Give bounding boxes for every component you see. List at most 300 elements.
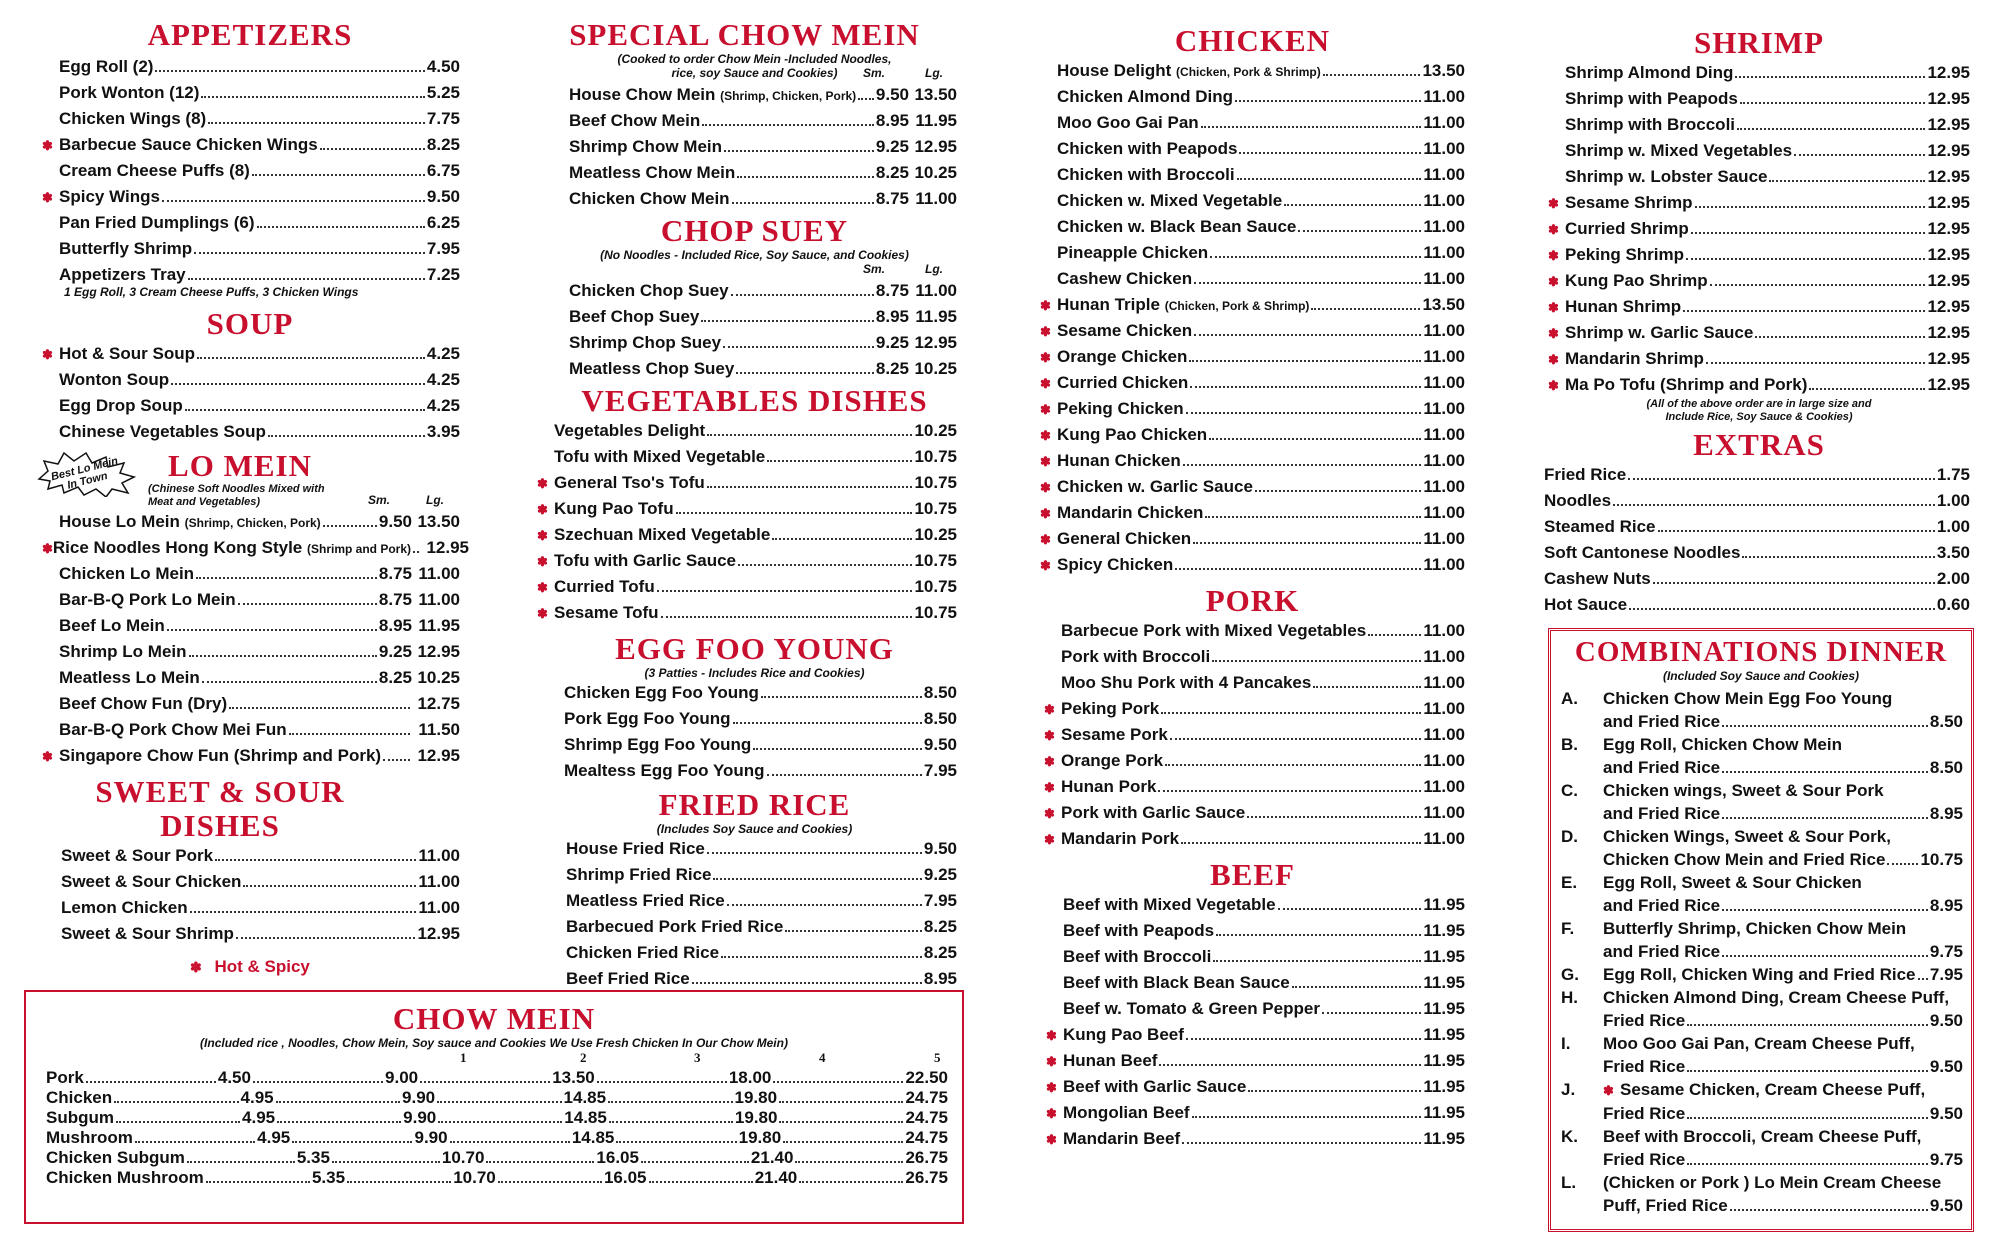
dot-leader bbox=[1213, 960, 1421, 962]
dot-leader bbox=[702, 124, 874, 126]
shrimp-note-2: Include Rice, Soy Sauce & Cookies) bbox=[1665, 411, 1853, 423]
item-price: 11.00 bbox=[1423, 165, 1465, 184]
menu-item bbox=[1548, 164, 1970, 190]
menu-item bbox=[552, 134, 957, 160]
combo-price: 9.75 bbox=[1929, 1150, 1963, 1169]
pepper-icon: ✽ bbox=[42, 749, 53, 764]
menu-item bbox=[552, 160, 957, 186]
item-price: 4.25 bbox=[426, 396, 460, 415]
item-name-text: House Lo Mein bbox=[59, 512, 180, 531]
dot-leader bbox=[1239, 152, 1421, 154]
menu-item bbox=[1040, 58, 1465, 84]
item-name-text: Spicy Wings bbox=[59, 187, 160, 206]
item-price: 11.00 bbox=[1423, 399, 1465, 418]
combo-line-1-text: Sesame Chicken, Cream Cheese Puff, bbox=[1620, 1080, 1926, 1099]
item-name bbox=[1565, 112, 1735, 138]
item-name-text: Barbecue Sauce Chicken Wings bbox=[59, 135, 318, 154]
pepper-icon: ✽ bbox=[1548, 248, 1559, 263]
col-3: 3 bbox=[694, 1050, 701, 1065]
pepper-icon: ✽ bbox=[42, 541, 53, 556]
item-name bbox=[566, 940, 719, 966]
combo-text bbox=[1603, 917, 1963, 963]
table-cell: 10.70 bbox=[441, 1148, 485, 1167]
item-name bbox=[1061, 774, 1156, 800]
item-price: 11.95 bbox=[1423, 921, 1465, 940]
item-name-text: Sweet & Sour Pork bbox=[61, 846, 214, 865]
price-small: 8.75 bbox=[378, 564, 412, 583]
dot-leader bbox=[1918, 978, 1928, 980]
pepper-icon: ✽ bbox=[1548, 222, 1559, 237]
dot-leader bbox=[1710, 284, 1926, 286]
item-name bbox=[554, 418, 705, 444]
dot-leader bbox=[1210, 256, 1421, 258]
menu-item bbox=[1548, 294, 1970, 320]
dot-leader bbox=[1212, 660, 1421, 662]
item-price: 12.95 bbox=[1927, 63, 1970, 82]
item-name bbox=[1063, 918, 1214, 944]
dot-leader bbox=[1190, 386, 1421, 388]
item-name bbox=[59, 54, 153, 80]
chow-mein-table-box bbox=[24, 990, 964, 1224]
sweet-sour-list bbox=[40, 843, 460, 947]
combo-letter: E. bbox=[1561, 873, 1578, 892]
appetizers-list bbox=[40, 54, 460, 288]
dot-leader bbox=[707, 434, 912, 436]
pepper-icon: ✽ bbox=[537, 606, 548, 621]
item-price: 11.00 bbox=[1423, 269, 1465, 288]
item-name-text: Appetizers Tray bbox=[59, 265, 186, 284]
dot-leader bbox=[420, 1081, 550, 1083]
dot-leader bbox=[1278, 908, 1422, 910]
item-name bbox=[59, 639, 187, 665]
item-name-text: Singapore Chow Fun (Shrimp and Pork) bbox=[59, 746, 382, 765]
dot-leader bbox=[243, 885, 416, 887]
dot-leader bbox=[276, 1101, 400, 1103]
item-price: 10.75 bbox=[914, 499, 957, 518]
menu-item bbox=[42, 210, 460, 236]
table-cell: 9.90 bbox=[403, 1108, 437, 1127]
table-cell: 16.05 bbox=[596, 1148, 639, 1167]
item-price: 12.95 bbox=[1927, 141, 1970, 160]
price-small: 8.95 bbox=[378, 616, 412, 635]
hot-spicy-legend bbox=[40, 957, 460, 977]
item-name bbox=[53, 535, 411, 562]
dot-leader bbox=[1691, 232, 1926, 234]
item-name bbox=[554, 470, 705, 496]
item-name-text: Shrimp w. Garlic Sauce bbox=[1565, 323, 1754, 342]
menu-item bbox=[1040, 318, 1465, 344]
combo-line-2-text: Fried Rice bbox=[1603, 1104, 1686, 1123]
price-small: 8.95 bbox=[875, 307, 909, 326]
item-price: 11.00 bbox=[1423, 373, 1465, 392]
menu-item bbox=[1046, 1022, 1465, 1048]
dot-leader bbox=[1311, 308, 1420, 310]
dot-leader bbox=[1628, 478, 1935, 480]
dot-leader bbox=[116, 1121, 240, 1123]
dot-leader bbox=[202, 681, 377, 683]
pepper-icon: ✽ bbox=[1044, 728, 1055, 743]
item-name-text: Rice Noodles Hong Kong Style bbox=[52, 538, 303, 557]
item-name bbox=[1057, 448, 1181, 474]
menu-item bbox=[42, 184, 460, 210]
item-price: 4.25 bbox=[426, 344, 460, 363]
item-name-text: Mandarin Pork bbox=[1061, 829, 1180, 848]
item-name-text: Chicken w. Garlic Sauce bbox=[1057, 477, 1253, 496]
item-price: 7.75 bbox=[426, 109, 460, 128]
combo-text bbox=[1603, 986, 1963, 1032]
menu-item bbox=[566, 966, 957, 992]
combo-item bbox=[1551, 733, 1963, 779]
chop-suey-list bbox=[552, 278, 957, 382]
pepper-icon: ✽ bbox=[537, 528, 548, 543]
menu-item bbox=[1040, 370, 1465, 396]
egg-foo-young-note: (3 Patties - Includes Rice and Cookies) bbox=[644, 666, 865, 680]
item-name-text: Hunan Beef bbox=[1063, 1051, 1158, 1070]
combo-item bbox=[1551, 779, 1963, 825]
combo-line-1-text: Egg Roll, Chicken Wing and Fried Rice bbox=[1603, 965, 1916, 984]
pepper-icon: ✽ bbox=[1040, 402, 1051, 417]
combinations-box bbox=[1548, 628, 1974, 1232]
dot-leader bbox=[498, 1181, 602, 1183]
combo-line-1-text: Butterfly Shrimp, Chicken Chow Mein bbox=[1603, 919, 1907, 938]
pepper-icon: ✽ bbox=[1603, 1083, 1614, 1098]
item-price: 11.00 bbox=[418, 898, 460, 917]
combo-item bbox=[1551, 1078, 1963, 1125]
menu-item bbox=[42, 639, 460, 665]
pepper-icon: ✽ bbox=[537, 580, 548, 595]
item-name-text: Cream Cheese Puffs (8) bbox=[59, 161, 250, 180]
combo-line-1 bbox=[1603, 825, 1963, 848]
item-name bbox=[59, 236, 192, 262]
dot-leader bbox=[753, 748, 922, 750]
item-name-text: Pork Egg Foo Young bbox=[564, 709, 731, 728]
dot-leader bbox=[1194, 334, 1421, 336]
combo-line-1 bbox=[1603, 1125, 1963, 1148]
dot-leader bbox=[773, 1081, 903, 1083]
row-name: Chicken Mushroom bbox=[46, 1168, 204, 1187]
item-name-text: Sesame Shrimp bbox=[1565, 193, 1693, 212]
menu-item bbox=[1046, 1126, 1465, 1152]
pepper-icon: ✽ bbox=[1040, 298, 1051, 313]
table-cell: 26.75 bbox=[905, 1148, 948, 1167]
dot-leader bbox=[1189, 360, 1421, 362]
menu-item bbox=[1040, 526, 1465, 552]
menu-item bbox=[566, 914, 957, 940]
dot-leader bbox=[1706, 362, 1926, 364]
pepper-icon: ✽ bbox=[1040, 324, 1051, 339]
item-price: 11.95 bbox=[1423, 1103, 1465, 1122]
dot-leader bbox=[609, 1121, 733, 1123]
dot-leader bbox=[1687, 1024, 1928, 1026]
combo-price: 8.95 bbox=[1929, 804, 1963, 823]
menu-item bbox=[1040, 214, 1465, 240]
dot-leader bbox=[1722, 725, 1928, 727]
dot-leader bbox=[767, 460, 912, 462]
dot-leader bbox=[1237, 178, 1422, 180]
dot-leader bbox=[707, 852, 922, 854]
shrimp-title: SHRIMP bbox=[1694, 25, 1824, 60]
pepper-icon: ✽ bbox=[1046, 1106, 1057, 1121]
item-name-text: Barbecue Pork with Mixed Vegetables bbox=[1061, 621, 1367, 640]
item-name bbox=[1544, 514, 1656, 540]
combo-item bbox=[1551, 963, 1963, 986]
dot-leader bbox=[236, 937, 416, 939]
item-name bbox=[569, 330, 721, 356]
combo-price: 9.50 bbox=[1929, 1196, 1963, 1215]
dot-leader bbox=[772, 538, 912, 540]
dot-leader bbox=[347, 1181, 451, 1183]
table-cell: 21.40 bbox=[754, 1168, 798, 1187]
menu-item bbox=[44, 895, 460, 921]
pepper-icon: ✽ bbox=[1044, 702, 1055, 717]
dot-leader bbox=[185, 409, 425, 411]
combo-line-2-text: and Fried Rice bbox=[1603, 804, 1721, 823]
dot-leader bbox=[206, 1181, 310, 1183]
menu-item bbox=[44, 843, 460, 869]
item-name bbox=[554, 522, 770, 548]
best-lo-mein-badge bbox=[36, 451, 136, 497]
menu-item bbox=[537, 418, 957, 444]
price-large: 11.95 bbox=[915, 307, 957, 326]
item-name-text: Chicken with Peapods bbox=[1057, 139, 1238, 158]
pepper-icon: ✽ bbox=[1046, 1054, 1057, 1069]
combo-line-2-text: Fried Rice bbox=[1603, 1011, 1686, 1030]
table-cell: 13.50 bbox=[552, 1068, 595, 1087]
item-name bbox=[1057, 84, 1233, 110]
dot-leader bbox=[676, 512, 913, 514]
item-name-text: Shrimp with Peapods bbox=[1565, 89, 1738, 108]
item-detail: (Shrimp and Pork) bbox=[307, 542, 412, 556]
combo-price: 10.75 bbox=[1920, 850, 1963, 869]
table-row bbox=[46, 1128, 948, 1148]
item-name bbox=[61, 921, 234, 947]
dot-leader bbox=[727, 904, 922, 906]
combo-item bbox=[1551, 917, 1963, 963]
dot-leader bbox=[858, 98, 874, 100]
combo-item bbox=[1551, 687, 1963, 733]
combo-item bbox=[1551, 986, 1963, 1032]
dot-leader bbox=[1192, 1116, 1422, 1118]
menu-item bbox=[42, 613, 460, 639]
dot-leader bbox=[86, 1081, 216, 1083]
menu-item bbox=[1548, 112, 1970, 138]
dot-leader bbox=[1887, 863, 1918, 865]
menu-item bbox=[1040, 500, 1465, 526]
item-price: 7.95 bbox=[923, 761, 957, 780]
menu-item bbox=[42, 106, 460, 132]
menu-item bbox=[42, 717, 460, 743]
combo-line-2 bbox=[1603, 940, 1963, 963]
menu-item bbox=[1044, 696, 1465, 722]
item-name-text: Beef with Peapods bbox=[1063, 921, 1215, 940]
extras-title: EXTRAS bbox=[1693, 427, 1825, 462]
dot-leader bbox=[167, 629, 377, 631]
shrimp-list bbox=[1548, 60, 1970, 398]
item-price: 11.00 bbox=[1423, 621, 1465, 640]
dot-leader bbox=[1722, 909, 1928, 911]
item-name bbox=[1057, 422, 1207, 448]
item-name bbox=[59, 665, 200, 691]
price-large: 12.95 bbox=[426, 538, 470, 557]
combo-line-1 bbox=[1603, 1032, 1963, 1055]
dot-leader bbox=[1183, 464, 1422, 466]
special-chow-mein-title: SPECIAL CHOW MEIN bbox=[569, 17, 920, 52]
combinations-list bbox=[1551, 687, 1971, 1217]
menu-item bbox=[1040, 188, 1465, 214]
item-name-text: Steamed Rice bbox=[1544, 517, 1656, 536]
item-price: 11.95 bbox=[1423, 1129, 1465, 1148]
table-cell: 4.95 bbox=[257, 1128, 291, 1147]
item-name-text: Pork with Garlic Sauce bbox=[1061, 803, 1246, 822]
table-row bbox=[46, 1068, 948, 1088]
dot-leader bbox=[1737, 128, 1925, 130]
item-price: 8.25 bbox=[426, 135, 460, 154]
menu-item bbox=[537, 548, 957, 574]
menu-item bbox=[1544, 514, 1970, 540]
combo-line-2 bbox=[1603, 1102, 1963, 1125]
dot-leader bbox=[194, 252, 425, 254]
menu-item bbox=[1548, 320, 1970, 346]
item-name-text: Chicken Almond Ding bbox=[1057, 87, 1233, 106]
item-price: 7.25 bbox=[426, 265, 460, 284]
combo-line-1 bbox=[1603, 871, 1963, 894]
item-name-text: Sweet & Sour Shrimp bbox=[61, 924, 234, 943]
menu-item bbox=[564, 758, 957, 784]
menu-item bbox=[1040, 396, 1465, 422]
dot-leader bbox=[649, 1181, 753, 1183]
menu-item bbox=[1548, 86, 1970, 112]
price-large: 10.25 bbox=[914, 163, 957, 182]
menu-item bbox=[1046, 892, 1465, 918]
dot-leader bbox=[208, 122, 425, 124]
item-price: 11.00 bbox=[1423, 699, 1465, 718]
item-name bbox=[1061, 800, 1245, 826]
size-lg-label: Lg. bbox=[925, 262, 943, 276]
price-small: 8.25 bbox=[875, 359, 909, 378]
dot-leader bbox=[1175, 568, 1421, 570]
dot-leader bbox=[799, 1181, 903, 1183]
dot-leader bbox=[437, 1101, 561, 1103]
table-cell: 14.85 bbox=[571, 1128, 615, 1147]
item-name-text: Sweet & Sour Chicken bbox=[61, 872, 242, 891]
combo-line-1 bbox=[1603, 1078, 1963, 1102]
combinations-note: (Included Soy Sauce and Cookies) bbox=[1662, 669, 1860, 683]
price-small: 9.50 bbox=[875, 85, 909, 104]
dot-leader bbox=[783, 1141, 903, 1143]
item-price: 8.25 bbox=[923, 917, 957, 936]
lo-mein-size-lg: Lg. bbox=[426, 493, 444, 507]
menu-item bbox=[1544, 462, 1970, 488]
item-name-text: Mealtess Egg Foo Young bbox=[564, 761, 765, 780]
dot-leader bbox=[785, 930, 922, 932]
item-name-text: Mandarin Chicken bbox=[1057, 503, 1204, 522]
dot-leader bbox=[1722, 955, 1928, 957]
combo-line-1 bbox=[1603, 917, 1963, 940]
table-cell: 9.90 bbox=[414, 1128, 448, 1147]
item-name bbox=[1565, 164, 1767, 190]
combo-letter: K. bbox=[1561, 1127, 1578, 1146]
menu-item bbox=[1040, 292, 1465, 318]
item-name-text: Shrimp w. Lobster Sauce bbox=[1565, 167, 1768, 186]
item-name-text: Chicken Egg Foo Young bbox=[564, 683, 759, 702]
item-name bbox=[1057, 500, 1203, 526]
pork-title: PORK bbox=[1205, 583, 1300, 618]
combo-letter: D. bbox=[1561, 827, 1578, 846]
dot-leader bbox=[1165, 764, 1421, 766]
item-name-text: Bar-B-Q Pork Chow Mei Fun bbox=[59, 720, 287, 739]
dot-leader bbox=[1216, 934, 1421, 936]
dot-leader bbox=[438, 1121, 562, 1123]
pepper-icon: ✽ bbox=[537, 502, 548, 517]
item-price: 11.00 bbox=[1423, 321, 1465, 340]
price-small: 8.75 bbox=[875, 281, 909, 300]
item-name-text: General Tso's Tofu bbox=[554, 473, 705, 492]
pepper-icon: ✽ bbox=[42, 347, 53, 362]
dot-leader bbox=[1653, 582, 1935, 584]
item-price: 11.00 bbox=[1423, 113, 1465, 132]
item-name bbox=[1057, 344, 1187, 370]
dot-leader bbox=[732, 202, 874, 204]
item-price: 11.00 bbox=[1423, 529, 1465, 548]
price-small: 8.25 bbox=[875, 163, 909, 182]
item-name-text: Shrimp Fried Rice bbox=[566, 865, 712, 884]
dot-leader bbox=[733, 722, 922, 724]
item-name-text: Beef with Broccoli bbox=[1063, 947, 1212, 966]
item-name-text: Peking Chicken bbox=[1057, 399, 1184, 418]
column-1 bbox=[40, 17, 470, 977]
menu-item bbox=[1046, 996, 1465, 1022]
dot-leader bbox=[1730, 1209, 1928, 1211]
item-price: 3.95 bbox=[426, 422, 460, 441]
item-name bbox=[61, 869, 241, 895]
special-chow-mein-note-2: rice, soy Sauce and Cookies) bbox=[671, 66, 838, 80]
menu-item bbox=[566, 888, 957, 914]
item-price: 11.00 bbox=[1423, 777, 1465, 796]
item-price: 11.00 bbox=[1423, 217, 1465, 236]
item-name bbox=[569, 108, 700, 134]
dot-leader bbox=[1182, 1142, 1421, 1144]
pepper-icon: ✽ bbox=[1040, 350, 1051, 365]
menu-item bbox=[552, 186, 957, 212]
item-price: 1.00 bbox=[1936, 517, 1970, 536]
shrimp-note-1: (All of the above order are in large size and bbox=[1646, 398, 1872, 410]
item-name bbox=[1057, 552, 1173, 578]
item-price: 5.25 bbox=[426, 83, 460, 102]
item-name-text: Tofu with Garlic Sauce bbox=[554, 551, 736, 570]
dot-leader bbox=[155, 70, 424, 72]
combo-line-1-text: Egg Roll, Sweet & Sour Chicken bbox=[1603, 873, 1862, 892]
sweet-sour-title-1: SWEET & SOUR bbox=[95, 774, 345, 809]
item-price: 10.75 bbox=[914, 551, 957, 570]
item-name bbox=[564, 680, 759, 706]
dot-leader bbox=[736, 372, 874, 374]
appetizers-title: APPETIZERS bbox=[147, 17, 353, 52]
menu-item bbox=[564, 732, 957, 758]
menu-item bbox=[1040, 552, 1465, 578]
menu-item bbox=[44, 869, 460, 895]
item-name bbox=[569, 82, 856, 109]
combo-line-2 bbox=[1603, 1009, 1963, 1032]
menu-item bbox=[537, 444, 957, 470]
item-price: 9.50 bbox=[426, 187, 460, 206]
combo-line-2-text: and Fried Rice bbox=[1603, 942, 1721, 961]
item-name bbox=[59, 184, 160, 210]
item-name bbox=[59, 393, 183, 419]
item-price: 10.75 bbox=[914, 447, 957, 466]
table-cell: 19.80 bbox=[738, 1128, 782, 1147]
table-cell: 22.50 bbox=[905, 1068, 949, 1087]
dot-leader bbox=[1683, 310, 1925, 312]
